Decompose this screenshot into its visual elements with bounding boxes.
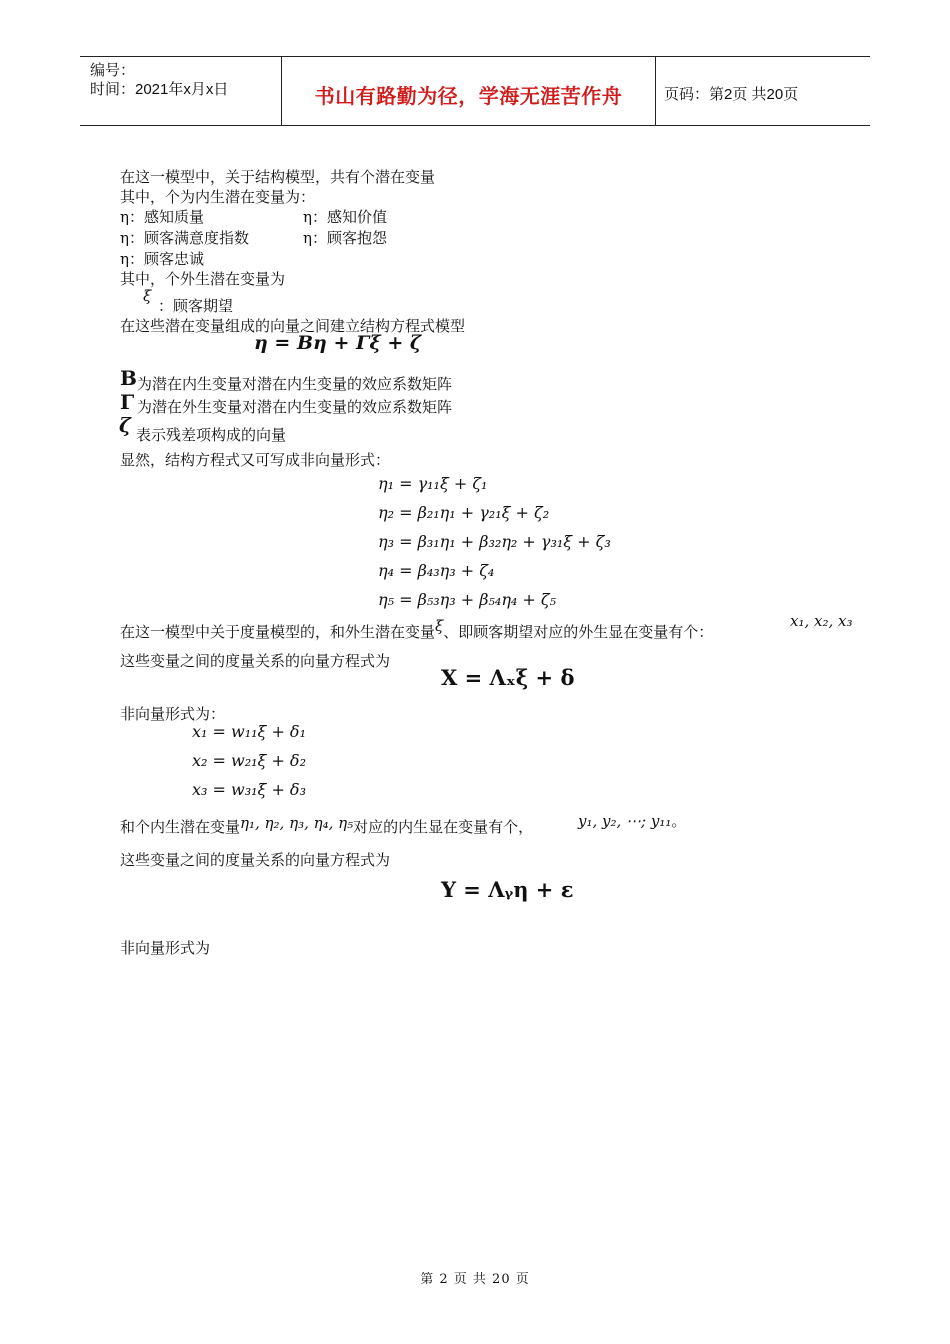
serial-number-label: 编号： (90, 62, 136, 79)
header-motto-cell (281, 57, 656, 125)
y-measurement-equation: Y = Λᵧη + ε (441, 877, 574, 902)
measurement-text: 、即顾客期望对应的外生显在变量有个： (443, 623, 714, 641)
paragraph-build-model: 在这些潜在变量组成的向量之间建立结构方程式模型 (120, 317, 466, 335)
paragraph-measurement-model (120, 617, 714, 642)
endogenous-item: η：顾客忠诚 (120, 250, 204, 268)
paragraph-exogenous-intro: 其中，个外生潜在变量为 (120, 270, 286, 288)
header-info-cell (80, 57, 281, 125)
paragraph-endogenous-measurement (120, 816, 533, 837)
structural-equation: η = Bη + Γξ + ζ (254, 332, 422, 354)
sentence-end: 。 (671, 812, 687, 830)
exogenous-variables (790, 612, 853, 630)
measurement-equation-line (192, 722, 306, 741)
measurement-equation-line (192, 780, 306, 799)
structural-equation-line (378, 474, 487, 493)
equation-text: η₅ = β₅₃η₃ + β₅₄η₄ + ζ₅ (378, 590, 556, 609)
equation-text: x₃ = w₃₁ξ + δ₃ (192, 780, 306, 799)
equation-text: x₂ = w₂₁ξ + δ₂ (192, 751, 306, 770)
zeta-description: 表示残差项构成的向量 (136, 426, 287, 444)
structural-equation-line (378, 561, 494, 580)
measurement-text: 对应的内生显在变量有个， (353, 818, 534, 836)
endogenous-variables (578, 810, 686, 831)
motto-text: 书山有路勤为径，学海无涯苦作舟 (314, 84, 623, 108)
B-matrix-symbol: B (120, 366, 137, 390)
endogenous-item: η：顾客满意度指数 (120, 229, 249, 247)
paragraph-structural-model: 在这一模型中，关于结构模型，共有个潜在变量 (120, 168, 436, 186)
xi-inline-symbol: ξ (435, 617, 444, 635)
paragraph-endogenous-intro: 其中，个为内生潜在变量为： (120, 188, 316, 206)
paragraph-non-vector-y: 非向量形式为 (120, 939, 211, 957)
exogenous-item: ：顾客期望 (158, 297, 234, 315)
page-footer: 第 2 页 共 20 页 (420, 1272, 530, 1287)
endogenous-item: η：感知质量 (120, 208, 204, 226)
equation-text: x₁ = w₁₁ξ + δ₁ (192, 722, 306, 741)
equation-text: η₄ = β₄₃η₃ + ζ₄ (378, 561, 495, 580)
Gamma-matrix-symbol: Γ (120, 390, 135, 414)
endogenous-item: η：感知价值 (303, 208, 387, 226)
paragraph-non-vector: 显然，结构方程式又可写成非向量形式： (120, 451, 391, 469)
structural-equation-line (378, 590, 556, 609)
structural-equation-line (378, 532, 611, 551)
xi-symbol: ξ (143, 287, 152, 305)
structural-equation-line (378, 503, 549, 522)
y-variable-list: y₁, y₂, ⋯; y₁₁ (578, 812, 672, 830)
x-measurement-equation: X = Λₓξ + δ (441, 665, 575, 690)
paragraph-non-vector-x: 非向量形式为： (120, 705, 226, 723)
equation-text: η₁ = γ₁₁ξ + ζ₁ (378, 474, 488, 493)
zeta-symbol: ζ (119, 413, 131, 437)
measurement-equation-line (192, 751, 306, 770)
measurement-text: 和个内生潜在变量 (120, 818, 241, 836)
equation-text: η₂ = β₂₁η₁ + γ₂₁ξ + ζ₂ (378, 503, 550, 522)
B-matrix-description: 为潜在内生变量对潜在内生变量的效应系数矩阵 (137, 375, 453, 393)
measurement-text: 在这一模型中关于度量模型的，和外生潜在变量 (120, 623, 436, 641)
document-header (80, 56, 870, 126)
x-variable-list: x₁, x₂, x₃ (790, 612, 853, 630)
page-info: 页码：第2页 共20页 (664, 86, 799, 103)
eta-variable-list: η₁, η₂, η₃, η₄, η₅ (240, 814, 354, 832)
endogenous-item: η：顾客抱怨 (303, 229, 387, 247)
equation-text: η₃ = β₃₁η₁ + β₃₂η₂ + γ₃₁ξ + ζ₃ (378, 532, 611, 551)
Gamma-matrix-description: 为潜在外生变量对潜在内生变量的效应系数矩阵 (137, 398, 453, 416)
date-label: 时间：2021年x月x日 (90, 81, 229, 98)
paragraph-y-vector: 这些变量之间的度量关系的向量方程式为 (120, 851, 391, 869)
paragraph-x-vector: 这些变量之间的度量关系的向量方程式为 (120, 652, 391, 670)
header-page-cell (655, 57, 870, 125)
